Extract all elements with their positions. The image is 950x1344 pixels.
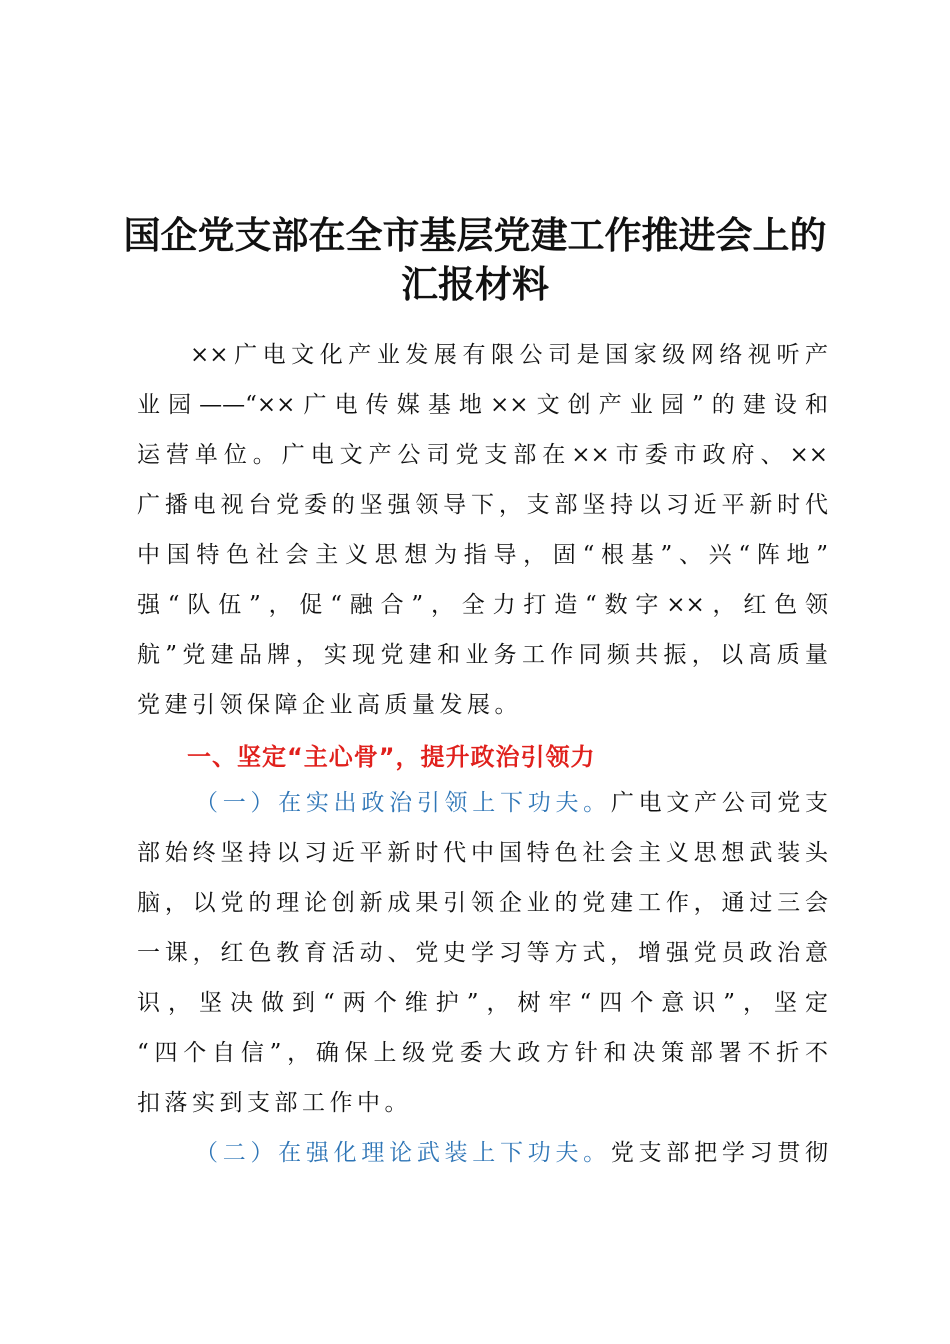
text-line (195, 1138, 828, 1168)
text-line: 扣落实到支部工作中。 (137, 1090, 412, 1116)
text-line: 部始终坚持以习近平新时代中国特色社会主义思想武装头 (137, 840, 828, 866)
text-line: 航”党建品牌，实现党建和业务工作同频共振，以高质量 (137, 642, 828, 668)
text-line: ××广电文化产业发展有限公司是国家级网络视听产 (190, 342, 828, 368)
document-title-line-1: 国企党支部在全市基层党建工作推进会上的 (123, 214, 827, 257)
section-heading: 一、坚定“主心骨”，提升政治引领力 (187, 743, 596, 771)
text-segment: 党支部把学习贯彻 (610, 1140, 829, 1166)
subsection-title: （一）在实出政治引领上下功夫。 (195, 790, 611, 816)
text-line (195, 788, 828, 818)
text-line: 中国特色社会主义思想为指导，固“根基”、兴“阵地” (137, 542, 828, 568)
text-line: 脑，以党的理论创新成果引领企业的党建工作，通过三会 (137, 890, 828, 916)
subsection-title: （二）在强化理论武装上下功夫。 (195, 1140, 611, 1166)
text-line: “四个自信”，确保上级党委大政方针和决策部署不折不 (137, 1040, 828, 1066)
text-line: 运营单位。广电文产公司党支部在××市委市政府、×× (137, 442, 828, 468)
text-line: 一课，红色教育活动、党史学习等方式，增强党员政治意 (137, 940, 828, 966)
text-line: 业园——“××广电传媒基地××文创产业园”的建设和 (137, 392, 828, 418)
document-title-line-2: 汇报材料 (401, 263, 549, 306)
text-line: 广播电视台党委的坚强领导下，支部坚持以习近平新时代 (137, 492, 828, 518)
text-line: 强“队伍”，促“融合”，全力打造“数字××，红色领 (137, 592, 828, 618)
text-line: 识，坚决做到“两个维护”，树牢“四个意识”，坚定 (137, 990, 828, 1016)
text-segment: 广电文产公司党支 (610, 790, 829, 816)
text-line: 党建引领保障企业高质量发展。 (137, 692, 522, 718)
